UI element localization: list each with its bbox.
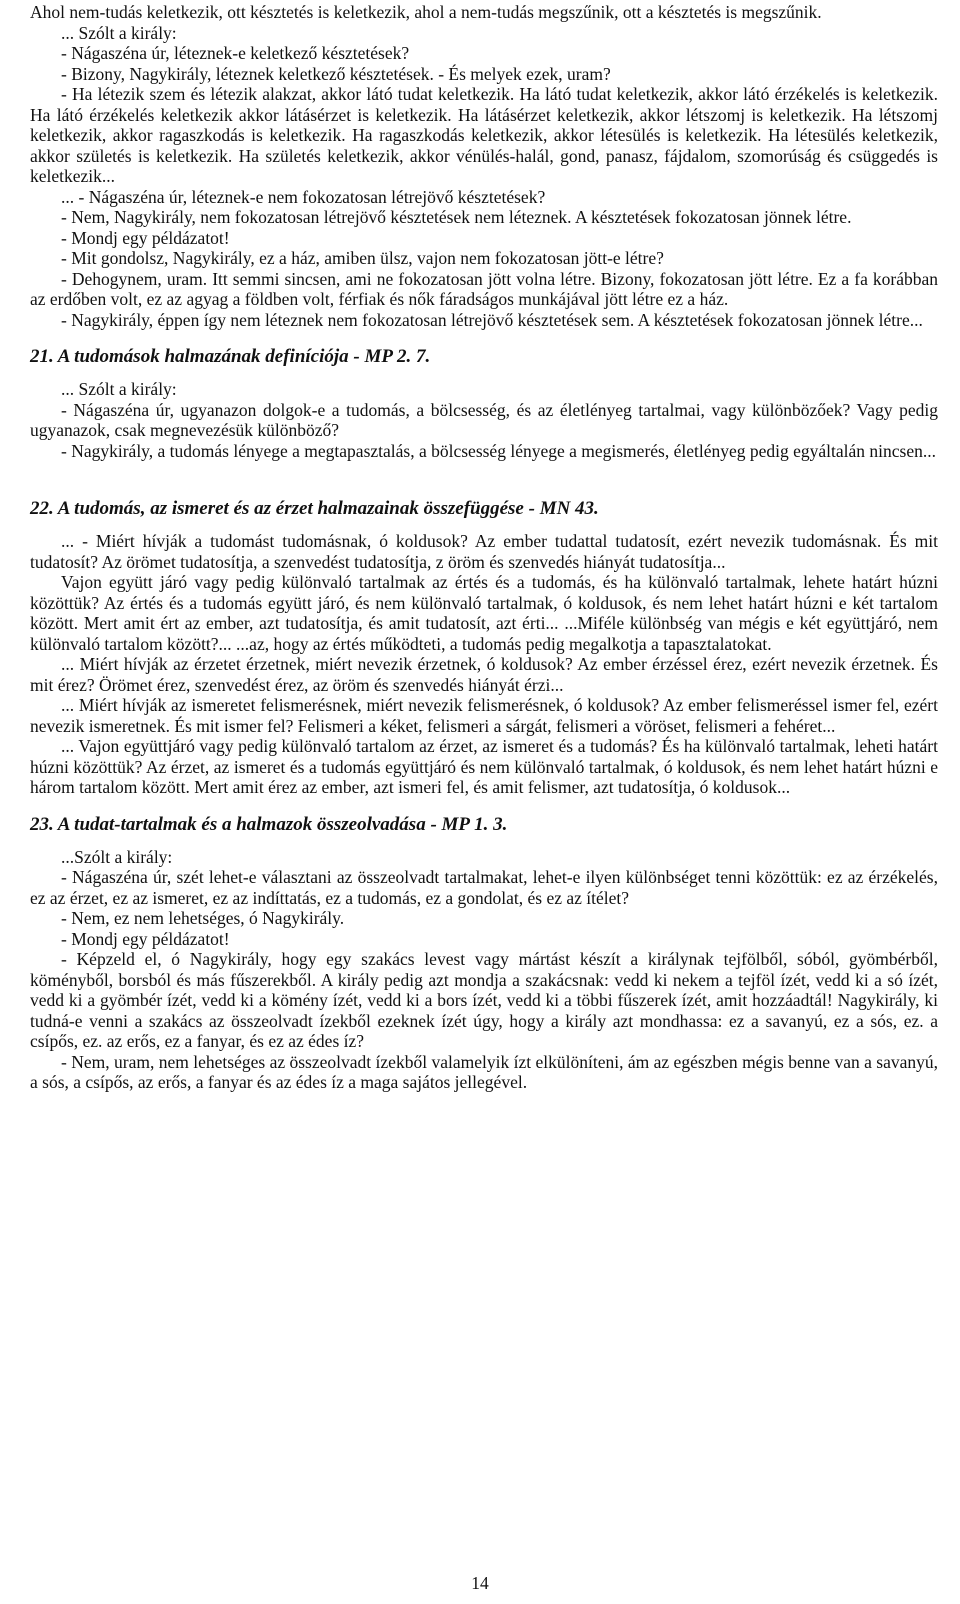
paragraph: - Nem, Nagykirály, nem fokozatosan létrejövő késztetések nem léteznek. A késztetések fokozatosan jönnek létre. bbox=[61, 207, 852, 227]
paragraph: - Nágaszéna úr, szét lehet-e választani az összeolvadt tartalmakat, lehet-e ilyen különbséget tenni közöttük: ez az érzékelés, ez az érzet, ez az ismeret, ez az indíttatás, ez a tudomás, ez a gondolat, és ez az ítélet? bbox=[30, 867, 938, 908]
paragraph: ... - Miért hívják a tudomást tudomásnak, ó koldusok? Az ember tudattal tudatosít, ezért nevezik tudomásnak. És mit tudatosít? Az örömet tudatosítja, a szenvedést tudatosítja, z öröm és szenvedés hiányát tudatosítja... bbox=[30, 531, 938, 572]
paragraph: ...Szólt a király: bbox=[61, 846, 173, 867]
section-heading-21: 21. A tudomások halmazának definíciója - MP 2. 7. bbox=[30, 346, 431, 367]
paragraph: - Mondj egy példázatot! bbox=[61, 227, 230, 248]
section-intro bbox=[30, 2, 938, 330]
text-column bbox=[30, 2, 938, 1093]
paragraph: - Nagykirály, a tudomás lényege a megtapasztalás, a bölcsesség lényege a megismerés, életlényeg pedig egyáltalán nincsen... bbox=[61, 440, 936, 461]
paragraph: - Mit gondolsz, Nagykirály, ez a ház, amiben ülsz, vajon nem fokozatosan jött-e létre? bbox=[61, 248, 664, 268]
section-heading-23: 23. A tudat-tartalmak és a halmazok összeolvadása - MP 1. 3. bbox=[30, 813, 508, 835]
paragraph: Vajon együtt járó vagy pedig különvaló tartalmak az értés és a tudomás, és ha különvaló tartalmak, lehete határt húzni közöttük? Az értés és a tudomás együtt járó, és nem különvaló tartalmak, ó koldusok, és nem lehet határt húzni e két tartalom között. Mert amit ért az ember, azt tudatosítja, és amit tudatosít, azt érti... ...Miféle különbség van mégis e két együttjáró, nem különvaló tartalom között?... ...az, hogy az értés működteti, a tudomás pedig megalkotja a tapasztalatokat. bbox=[30, 572, 938, 654]
paragraph: - Ha létezik szem és létezik alakzat, akkor látó tudat keletkezik. Ha látó tudat keletkezik, akkor látó érzékelés is keletkezik. Ha látó érzékelés keletkezik akkor látásérzet is keletkezik. Ha látásérzet keletkezik, akkor létszomj is keletkezik. Ha létszomj keletkezik, akkor ragaszkodás is keletkezik. Ha ragaszkodás keletkezik, akkor létesülés is keletkezik. Ha létesülés keletkezik, akkor születés is keletkezik. Ha születés keletkezik, akkor vénülés-halál, gond, panasz, fájdalom, szomorúság és csüggedés is keletkezik... bbox=[30, 84, 938, 186]
paragraph: - Nágaszéna úr, ugyanazon dolgok-e a tudomás, a bölcsesség, és az életlényeg tartalmai, vagy különbözőek? Vagy pedig ugyanazok, csak megnevezésük különböző? bbox=[30, 399, 938, 440]
paragraph: ... Miért hívják az ismeretet felismerésnek, miért nevezik felismerésnek, ó koldusok? Az ember felismeréssel ismer fel, ezért nevezik ismeretnek. És mit ismer fel? Felismeri a kéket, felismeri a sárgát, felismeri a vöröset, felismeri a fehéret... bbox=[30, 695, 938, 736]
paragraph: - Dehogynem, uram. Itt semmi sincsen, ami ne fokozatosan jött volna létre. Bizony, fokozatosan jött létre. Ez a fa korábban az erdőben volt, ez az agyag a földben volt, férfiak és nők fáradságos munkájával jött létre ez a ház. bbox=[30, 268, 938, 309]
paragraph: - Mondj egy példázatot! bbox=[61, 928, 230, 949]
paragraph: - Nem, ez nem lehetséges, ó Nagykirály. bbox=[61, 908, 345, 928]
page-number: 14 bbox=[471, 1573, 489, 1593]
paragraph: ... Vajon együttjáró vagy pedig különvaló tartalom az érzet, az ismeret és a tudomás? És ha különvaló tartalmak, leheti határt húzni közöttük? Az érzet, az ismeret és a tudomás együttjáró és nem különvaló tartalmak, ó koldusok, és nem lehet határt húzni e három tartalom között. Mert amit érez az ember, azt ismeri fel, és amit felismer, azt tudatosítja, ó koldusok... bbox=[30, 736, 938, 797]
section-21-body bbox=[30, 379, 938, 461]
paragraph: - Bizony, Nagykirály, léteznek keletkező késztetések. - És melyek ezek, uram? bbox=[61, 63, 611, 84]
paragraph: ... - Nágaszéna úr, léteznek-e nem fokozatosan létrejövő késztetések? bbox=[61, 186, 546, 207]
paragraph: ... Szólt a király: bbox=[61, 379, 177, 399]
section-22-body bbox=[30, 531, 938, 798]
paragraph: Ahol nem-tudás keletkezik, ott késztetés is keletkezik, ahol a nem-tudás megszűnik, ott a késztetés is megszűnik. bbox=[30, 2, 822, 22]
paragraph: ... Miért hívják az érzetet érzetnek, miért nevezik érzetnek, ó koldusok? Az ember érzéssel érez, ezért nevezik érzetnek. És mit érez? Örömet érez, szenvedést érez, az öröm és szenvedés hiányát érzi... bbox=[30, 654, 938, 695]
paragraph: ... Szólt a király: bbox=[61, 22, 177, 43]
section-heading-22: 22. A tudomás, az ismeret és az érzet halmazainak összefüggése - MN 43. bbox=[30, 498, 599, 519]
paragraph: - Nágaszéna úr, léteznek-e keletkező késztetések? bbox=[61, 43, 410, 63]
section-23-body bbox=[30, 847, 938, 1093]
paragraph: - Képzeld el, ó Nagykirály, hogy egy szakács levest vagy mártást készít a királynak tejfölből, sóból, gyömbérből, köményből, borsból és más fűszerekből. A király pedig azt mondja a szakácsnak: vedd ki nekem a tejföl ízét, vedd ki a só ízét, vedd ki a gyömbér ízét, vedd ki a kömény ízét, vedd ki a bors ízét, vedd ki a többi fűszerek ízét, amit hozzáadtál! Nagykirály, ki tudná-e venni a szakács az összeolvadt ízekből ezeknek ízét úgy, hogy a király azt mondhassa: ez a savanyú, ez a sós, ez. a csípős, ez. az erős, ez a fanyar, és ez az édes íz? bbox=[30, 949, 938, 1051]
paragraph: - Nagykirály, éppen így nem léteznek nem fokozatosan létrejövő késztetések sem. A késztetések fokozatosan jönnek létre... bbox=[61, 309, 923, 330]
paragraph: - Nem, uram, nem lehetséges az összeolvadt ízekből valamelyik ízt elkülöníteni, ám az egészben mégis benne van a savanyú, a sós, a csípős, az erős, a fanyar és az édes íz a maga sajátos jellegével. bbox=[30, 1051, 938, 1092]
